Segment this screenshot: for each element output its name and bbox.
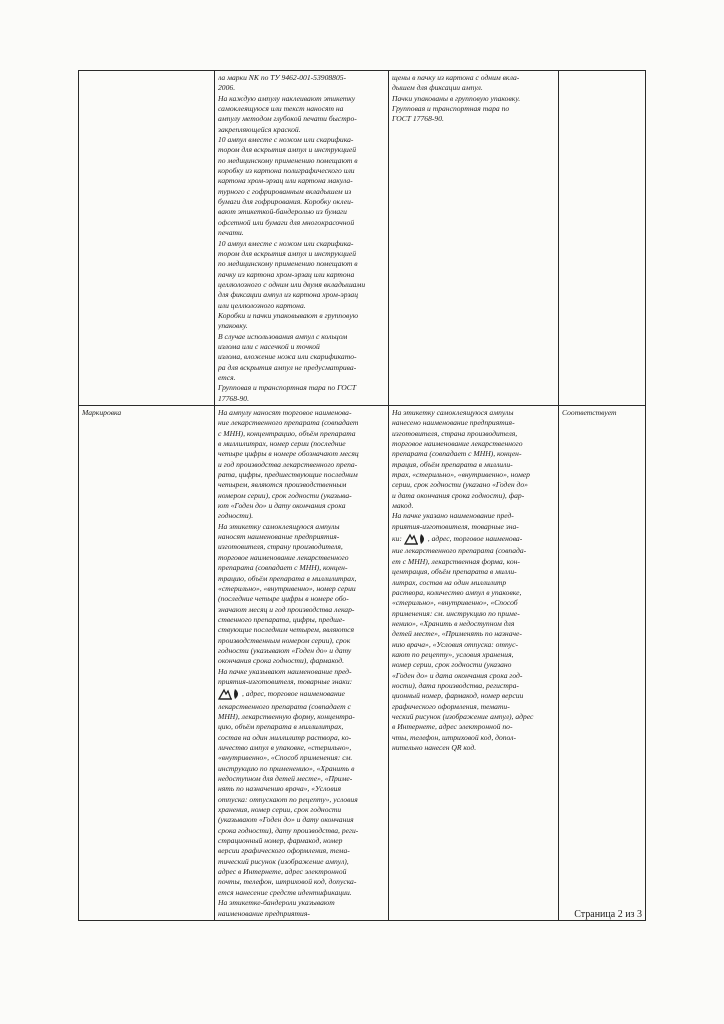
text-line: инструкцию по применению», «Хранить в	[218, 763, 355, 773]
table-row	[79, 71, 646, 406]
text-line: рата, цифры, предшествующие последним	[218, 470, 358, 480]
text-line: «внутривенно», «Способ применения: см.	[218, 753, 353, 763]
text-line: трах, «стерильно», «внутривенно», номер	[392, 470, 530, 480]
text-line: макод.	[392, 501, 414, 511]
text-line: препарата (совпадает с МНН), концен-	[218, 563, 348, 573]
text-line: коробку из картона полиграфического или	[218, 166, 355, 176]
text-line: личество ампул в упаковке, «стерильно»,	[218, 743, 352, 752]
text-line: Пачки упакованы в групповую упаковку.	[392, 93, 521, 103]
status-cell	[559, 71, 646, 406]
table-row	[79, 406, 646, 921]
text-line: излома или с насечкой и точкой	[218, 341, 320, 351]
actual-result-cell	[389, 406, 559, 921]
text-line: На этикетке-бандероли указывают	[218, 898, 335, 908]
text-line: Коробки и пачки упаковывают в групповую	[218, 310, 359, 320]
text-line: трацию, объём препарата в миллилитрах,	[218, 573, 357, 583]
text-line: хранения, номер серии, срок годности	[218, 805, 342, 815]
text-line: ет с МНН), лекарственная форма, кон-	[392, 556, 520, 566]
text-line: закрепляющейся краской.	[218, 124, 301, 134]
text-line: срока годности), дату производства, реги-	[218, 825, 359, 835]
text-line: «стерильно», «внутривенно», «Способ	[392, 598, 518, 608]
text-line: в миллилитрах, номер серии (последние	[218, 439, 346, 449]
text-line: наименование предприятия-	[218, 908, 310, 918]
text-line: значают месяц и год производства лекар-	[218, 604, 355, 614]
text-line: «Годен до» и дата окончания срока год-	[392, 670, 523, 680]
parameter-label-cell	[79, 71, 215, 406]
parameter-label-cell: Маркировка	[79, 406, 215, 921]
text-line: нительно нанесен QR код.	[392, 743, 477, 752]
text-line: и дата окончания срока годности), фар-	[392, 490, 525, 500]
text-line: центрация, объём препарата в милли-	[392, 567, 517, 577]
trademark-icons	[218, 687, 242, 701]
text-line: годности).	[218, 511, 254, 521]
text-line: графического оформления, темати-	[392, 701, 510, 711]
text-line: ние лекарственного препарата (совпада-	[392, 546, 527, 556]
text-line: тором для вскрытия ампул и инструкцией	[218, 248, 356, 258]
text-line: номером серии), срок годности (указыва-	[218, 490, 352, 500]
text-line: страционный номер, фармакод, номер	[218, 836, 343, 846]
text-line: На этикетку самоклеящуюся ампулы	[218, 521, 340, 531]
text-line: цию, объём препарата в миллилитрах,	[218, 722, 344, 732]
text-line: окончания срока годности), фармакод.	[218, 656, 345, 666]
text-line: ра для вскрытия ампул не предусматрива-	[218, 362, 357, 372]
text-line: бумаги для гофрирования. Коробку оклеи-	[218, 197, 354, 207]
text-line: применения: см. инструкцию по приме-	[392, 608, 520, 618]
text-line: На ампулу наносят торговое наименова-	[218, 408, 352, 417]
text-line: В случае использования ампул с кольцом	[218, 331, 348, 341]
text-line: недоступном для детей месте», «Приме-	[218, 774, 353, 784]
text-line: ют «Годен до» и дату окончания срока	[218, 501, 346, 511]
text-line: «стерильно», «внутривенно», номер серии	[218, 583, 356, 593]
text-line: производственным номером серии), срок	[218, 635, 351, 645]
text-line: лекарственного препарата (совпадает с	[218, 701, 351, 711]
text-line: четырем, являются производственным	[218, 480, 347, 490]
text-line: пачку из картона хром-эрзац или картона	[218, 269, 355, 279]
text-line: годности (указывают «Годен до» и дату	[218, 645, 352, 655]
text-line: 10 ампул вместе с ножом или скарифика-	[218, 238, 354, 248]
text-line: кают по рецепту», условия хранения,	[392, 649, 514, 659]
text-line: ционный номер, фармакод, номер версии	[392, 691, 524, 701]
text-line: изготовителя, страна производителя,	[392, 428, 518, 438]
trademark-logo-icon	[218, 687, 242, 701]
text-line: по медицинскому применению помещают в	[218, 155, 358, 165]
text-line: ческий рисунок (изображение ампул), адрес	[392, 711, 534, 721]
text-line: ствующие последним четырем, являются	[218, 625, 355, 635]
status-cell: Соответствует	[559, 406, 646, 921]
text-line: с МНН), концентрацию, объём препарата	[218, 428, 356, 438]
text-line: или целлюлозного картона.	[218, 300, 306, 310]
text-line: турного с гофрированным вкладышем из	[218, 186, 352, 196]
text-line: дышем для фиксации ампул.	[392, 83, 483, 93]
text-line: (последние четыре цифры в номере обо-	[218, 594, 349, 604]
text-line: приятия-изготовителя, товарные зна-	[392, 521, 519, 531]
text-line: На каждую ампулу наклеивают этикетку	[218, 93, 356, 103]
text-line: четыре цифры в номере обозначают месяц	[218, 449, 359, 459]
text-line: упаковку.	[218, 321, 248, 331]
actual-result-cell	[389, 71, 559, 406]
text-line: литрах, состав на один миллилитр	[392, 577, 507, 587]
text-line: 17768-90.	[218, 393, 250, 403]
text-line: состав на один миллилитр раствора, ко-	[218, 732, 352, 742]
text-line: ности), дата производства, регистра-	[392, 680, 519, 690]
text-line: препарата (совпадает с МНН), концен-	[392, 449, 522, 459]
text-line: приятия-изготовителя, товарные знаки:	[218, 676, 353, 686]
trademark-icons	[404, 532, 428, 546]
text-line: чты, телефон, штриховой код, допол-	[392, 732, 517, 742]
text-line: вают этикеткой-бандеролью из бумаги	[218, 207, 347, 217]
text-line: картона хром-эрзац или картона макула-	[218, 176, 353, 186]
trademark-logo-icon	[404, 532, 428, 546]
requirement-cell	[215, 406, 389, 921]
text-line: На пачке указывают наименование пред-	[218, 666, 352, 676]
text-line: отпуска: отпускают по рецепту», условия	[218, 794, 358, 804]
text-line: ется нанесение средств идентификации.	[218, 887, 352, 897]
text-line: печати.	[218, 228, 244, 238]
text-line: торговое наименование лекарственного	[392, 439, 523, 449]
text-line: адрес в Интернете, адрес электронной	[218, 867, 347, 877]
text-line: ла марки NK по ТУ 9462-001-53908805-	[218, 73, 347, 82]
specification-table	[78, 70, 646, 921]
requirement-cell	[215, 71, 389, 406]
text-line: для фиксации ампул из картона хром-эрзац	[218, 290, 359, 300]
text-line: трация, объём препарата в миллили-	[392, 459, 513, 469]
page-number: Страница 2 из 3	[574, 909, 642, 920]
text-line: почты, телефон, штриховой код, допуска-	[218, 877, 357, 887]
text-line: На этикетку самоклеящуюся ампулы	[392, 408, 514, 417]
text-line: наносят наименование предприятия-	[218, 532, 340, 542]
text-line: серии, срок годности (указано «Годен до»	[392, 480, 528, 490]
text-line: по медицинскому применению помещают в	[218, 259, 358, 269]
text-line: 10 ампул вместе с ножом или скарифика-	[218, 135, 354, 145]
text-line: тором для вскрытия ампул и инструкцией	[218, 145, 356, 155]
text-line: нять по назначению врача», «Условия	[218, 784, 341, 794]
text-line: На пачке указано наименование пред-	[392, 511, 514, 521]
text-line: (указывают «Годен до» и дату окончания	[218, 815, 354, 825]
text-line: номер серии, срок годности (указано	[392, 660, 512, 670]
text-line: версии графического оформления, тема-	[218, 846, 350, 856]
text-line: излома, вложение ножа или скарификато-	[218, 352, 357, 362]
text-line: ГОСТ 17768-90.	[392, 114, 444, 124]
text-line: Групповая и транспортная тара по ГОСТ	[218, 383, 357, 393]
text-line: самоклеящуюся или текст наносят на	[218, 104, 344, 114]
text-line: в Интернете, адрес электронной по-	[392, 722, 513, 732]
text-line: детей месте», «Применять по назначе-	[392, 629, 522, 639]
text-line: ственного препарата, цифры, предше-	[218, 614, 345, 624]
text-line: Групповая и транспортная тара по	[392, 104, 510, 114]
text-line: , адрес, торговое наименование	[218, 687, 385, 701]
text-line: 2006.	[218, 83, 236, 93]
text-line: ампулу методом глубокой печати быстро-	[218, 114, 357, 124]
text-line: и год производства лекарственного препа-	[218, 459, 358, 469]
text-line: нию врача», «Условия отпуска: отпус-	[392, 639, 519, 649]
text-line: ется.	[218, 372, 236, 382]
text-line: нению», «Хранить в недоступном для	[392, 618, 515, 628]
text-line: изготовителя, страну производителя,	[218, 542, 343, 552]
text-line: ние лекарственного препарата (совпадает	[218, 418, 359, 428]
text-line: офсетной или бумаги для многокрасочной	[218, 217, 355, 227]
text-line: МНН), лекарственную форму, концентра-	[218, 711, 355, 721]
text-line: раствора, количество ампул в упаковке,	[392, 587, 522, 597]
text-line: тический рисунок (изображение ампул),	[218, 856, 349, 866]
text-line: нанесено наименование предприятия-	[392, 418, 515, 428]
text-line: торговое наименование лекарственного	[218, 552, 349, 562]
text-line: щены в пачку из картона с одним вкла-	[392, 73, 520, 82]
text-line: целлюлозного с одним или двумя вкладышами	[218, 279, 366, 289]
text-line: ки: , адрес, торговое наименова-	[392, 532, 555, 546]
